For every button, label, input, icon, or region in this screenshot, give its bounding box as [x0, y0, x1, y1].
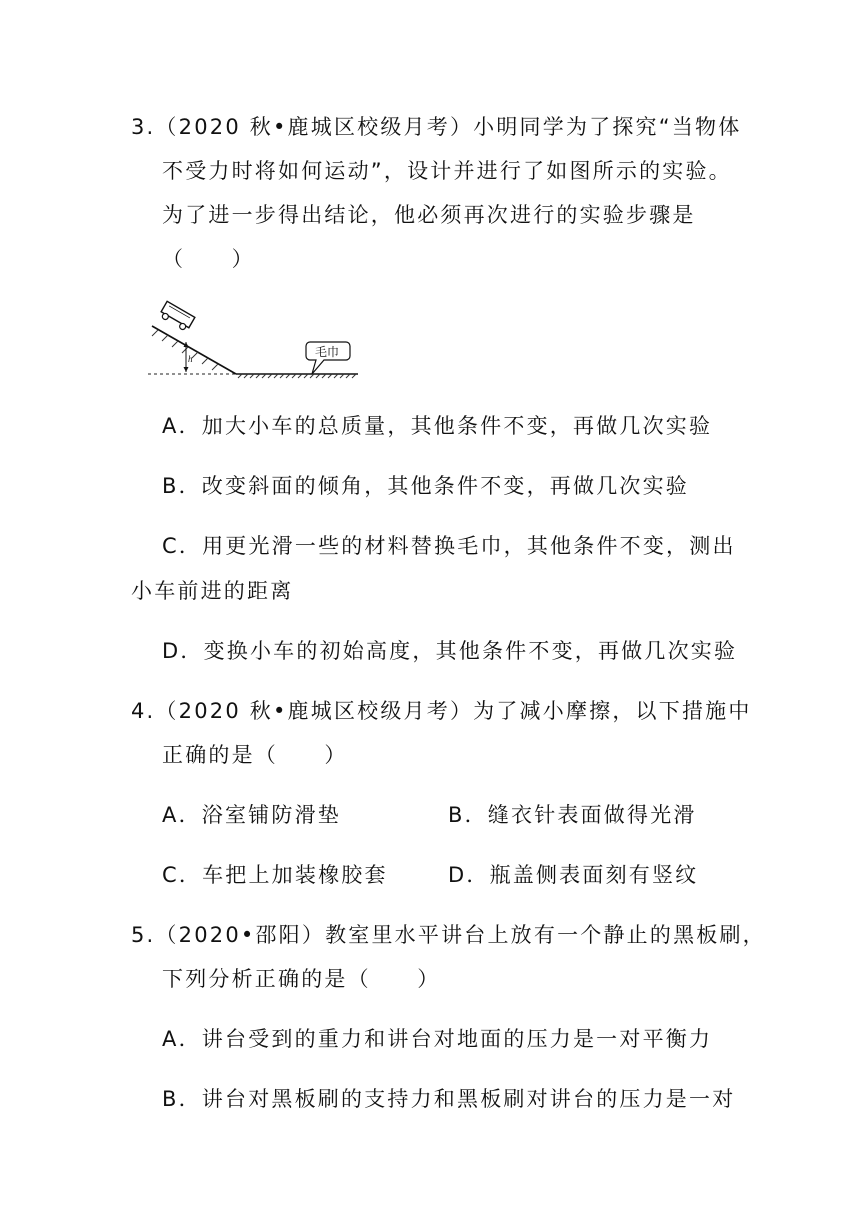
q5-option-b: B．讲台对黑板刷的支持力和黑板刷对讲台的压力是一对: [162, 1087, 736, 1111]
q5-stem-line-1: 5.（2020•邵阳）教室里水平讲台上放有一个静止的黑板刷，: [131, 923, 766, 947]
q4-option-b: B．缝衣针表面做得光滑: [448, 803, 697, 827]
q4-stem-line-1: 4.（2020 秋•鹿城区校级月考）为了减小摩擦，以下措施中: [131, 699, 752, 723]
q4-option-a: A．浴室铺防滑垫: [162, 803, 341, 827]
height-label: h: [188, 354, 193, 364]
q3-stem-line-3: 为了进一步得出结论，他必须再次进行的实验步骤是: [162, 203, 696, 227]
q3-option-c-line-2: 小车前进的距离: [131, 579, 294, 603]
q5-option-a: A．讲台受到的重力和讲台对地面的压力是一对平衡力: [162, 1027, 713, 1051]
q4-option-c: C．车把上加装橡胶套: [162, 863, 388, 887]
q5-stem-line-2: 下列分析正确的是（ ）: [162, 967, 441, 991]
q3-option-c-line-1: C．用更光滑一些的材料替换毛巾，其他条件不变，测出: [162, 534, 736, 558]
q3-stem-line-1: 3.（2020 秋•鹿城区校级月考）小明同学为了探究“当物体: [131, 115, 742, 139]
incline-hatching: [152, 330, 218, 370]
q3-stem-line-2: 不受力时将如何运动”，设计并进行了如图所示的实验。: [162, 159, 732, 183]
q3-option-d: D．变换小车的初始高度，其他条件不变，再做几次实验: [162, 639, 738, 663]
q3-option-a: A．加大小车的总质量，其他条件不变，再做几次实验: [162, 414, 713, 438]
q4-option-d: D．瓶盖侧表面刻有竖纹: [448, 863, 699, 887]
cart-icon: [159, 301, 195, 332]
incline-surface: [152, 326, 236, 374]
incline-experiment-figure: [144, 300, 364, 384]
q3-stem-line-4: （ ）: [162, 247, 255, 271]
towel-label: 毛巾: [315, 345, 340, 359]
q3-option-b: B．改变斜面的倾角，其他条件不变，再做几次实验: [162, 474, 690, 498]
q4-stem-line-2: 正确的是（ ）: [162, 743, 348, 767]
